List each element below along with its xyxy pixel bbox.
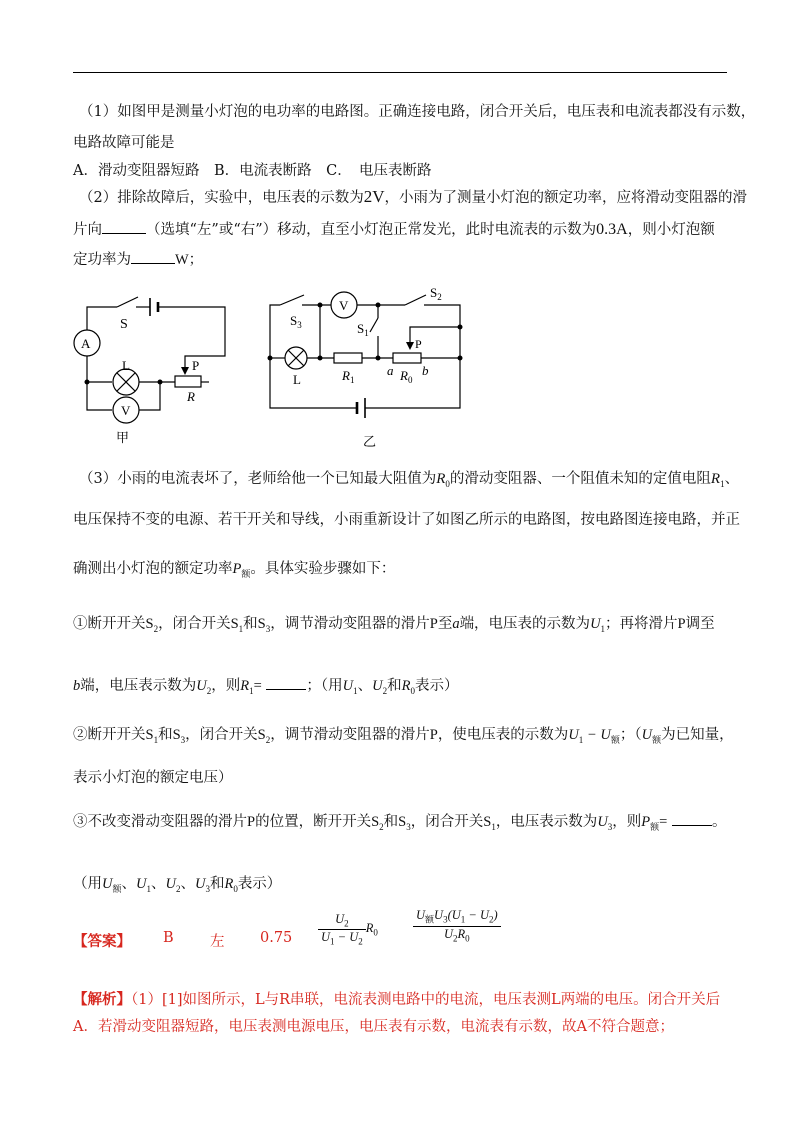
switch-s3-blade — [280, 295, 304, 305]
q3-blank-r1[interactable] — [266, 689, 306, 690]
q2-line2: 片向 （选填“左”或“右”）移动，直至小灯泡正常发光，此时电流表的示数为0.3A，则小灯泡额 — [73, 221, 715, 238]
q2-blank1[interactable] — [102, 233, 146, 234]
answer-4-formula: $\frac{U_2}{U_1 - U_2}$ $R_0$ — [318, 912, 378, 946]
switch-s2-label: $S_2$ — [430, 285, 442, 302]
q2-current: 0.3A — [596, 221, 628, 238]
q3-step2-line1: ②断开开关$S_1$和$S_3$，闭合开关$S_2$，调节滑动变阻器的滑片P，使电压表的示数为$U_1 - U_额$；（$U_额$为已知量， — [73, 727, 734, 745]
resistor-r1-symbol — [334, 353, 362, 363]
resistor-r1-label: $R_1$ — [342, 368, 355, 385]
q3-step1-line1: ①断开开关$S_2$，闭合开关$S_1$和$S_3$，调节滑动变阻器的滑片P至a端，电压表的示数为$U_1$；再将滑片P调至 — [73, 616, 715, 634]
q1-line1: （1）如图甲是测量小灯泡的电功率的电路图。正确连接电路，闭合开关后，电压表和电流表都没有示数， — [79, 104, 756, 120]
ammeter-label: A — [81, 336, 91, 351]
rheostat-r0-label: $R_0$ — [400, 368, 413, 385]
voltmeter-label: V — [121, 403, 131, 418]
rheostat-symbol — [175, 376, 201, 387]
q3-blank-p[interactable] — [672, 825, 712, 826]
slider-label-yi: P — [415, 337, 422, 351]
analysis-line2: A．若滑动变阻器短路，电压表测电源电压，电压表有示数，电流表有示数，故A不符合题意； — [73, 1019, 674, 1035]
q2-voltage: 2V — [363, 187, 385, 206]
q3-line3: 确测出小灯泡的额定功率$P_额$。具体实验步骤如下： — [73, 561, 396, 579]
answer-tag: 【答案】 — [73, 933, 131, 950]
figure-caption-jia: 甲 — [116, 430, 130, 445]
terminal-b-label: b — [422, 363, 429, 378]
q1-options: A．滑动变阻器短路 B．电流表断路 C． 电压表断路 — [73, 163, 432, 179]
analysis-line1: 【解析】（1）[1]如图所示，L与R串联，电流表测电路中的电流，电压表测L两端的电压。闭合开关后 — [73, 991, 721, 1008]
slider-label: P — [192, 358, 200, 373]
switch-s1-label: $S_1$ — [357, 321, 369, 338]
answer-2: 左 — [210, 934, 225, 950]
rheostat-r0-symbol — [393, 353, 421, 363]
lamp-label-yi: L — [293, 372, 301, 387]
q3-step1-line2: b端，电压表示数为$U_2$，则$R_1=$ ；（用$U_1$、$U_2$和$R_0$表示） — [73, 678, 459, 696]
switch-s3-label: $S_3$ — [290, 313, 302, 330]
switch-s-blade — [117, 297, 138, 307]
terminal-a-label: a — [387, 363, 394, 378]
switch-s2-blade — [405, 295, 426, 305]
q2-line3: 定功率为 W； — [73, 252, 204, 268]
q3-step3-line2: （用$U_额$、$U_1$、$U_2$、$U_3$和$R_0$表示） — [73, 876, 282, 894]
top-rule — [73, 72, 727, 73]
lamp-label: L — [122, 358, 130, 373]
switch-label: S — [120, 317, 128, 332]
answer-1: B — [163, 930, 174, 946]
switch-s1-blade — [370, 318, 378, 332]
circuit-diagram-yi — [260, 280, 475, 455]
voltmeter-label-yi: V — [339, 298, 349, 313]
q3-step3-line1: ③不改变滑动变阻器的滑片P的位置，断开开关$S_2$和$S_3$，闭合开关$S_1$，电压表示数为$U_3$，则$P_额=$ 。 — [73, 814, 727, 832]
figure-caption-yi: 乙 — [363, 434, 377, 449]
answer-3: 0.75 — [260, 930, 293, 946]
q3-line2: 电压保持不变的电源、若干开关和导线，小雨重新设计了如图乙所示的电路图，按电路图连接电路，并正 — [73, 512, 740, 528]
rheostat-label: R — [187, 389, 195, 404]
answer-5-formula: $\frac{U_额U_3(U_1 - U_2)}{U_2R_0}$ — [413, 908, 501, 943]
q3-line1: （3）小雨的电流表坏了，老师给他一个已知最大阻值为$R_0$的滑动变阻器、一个阻值未知的定值电阻$R_1$、 — [79, 471, 740, 489]
circuit-diagram-jia — [70, 290, 250, 450]
q2-blank2[interactable] — [131, 263, 175, 264]
q1-line2: 电路故障可能是 — [73, 135, 175, 151]
q3-step2-line2: 表示小灯泡的额定电压） — [73, 770, 233, 786]
q2-line1: （2）排除故障后，实验中，电压表的示数为2V，小雨为了测量小灯泡的额定功率，应将滑动变阻器的滑 — [79, 187, 748, 206]
